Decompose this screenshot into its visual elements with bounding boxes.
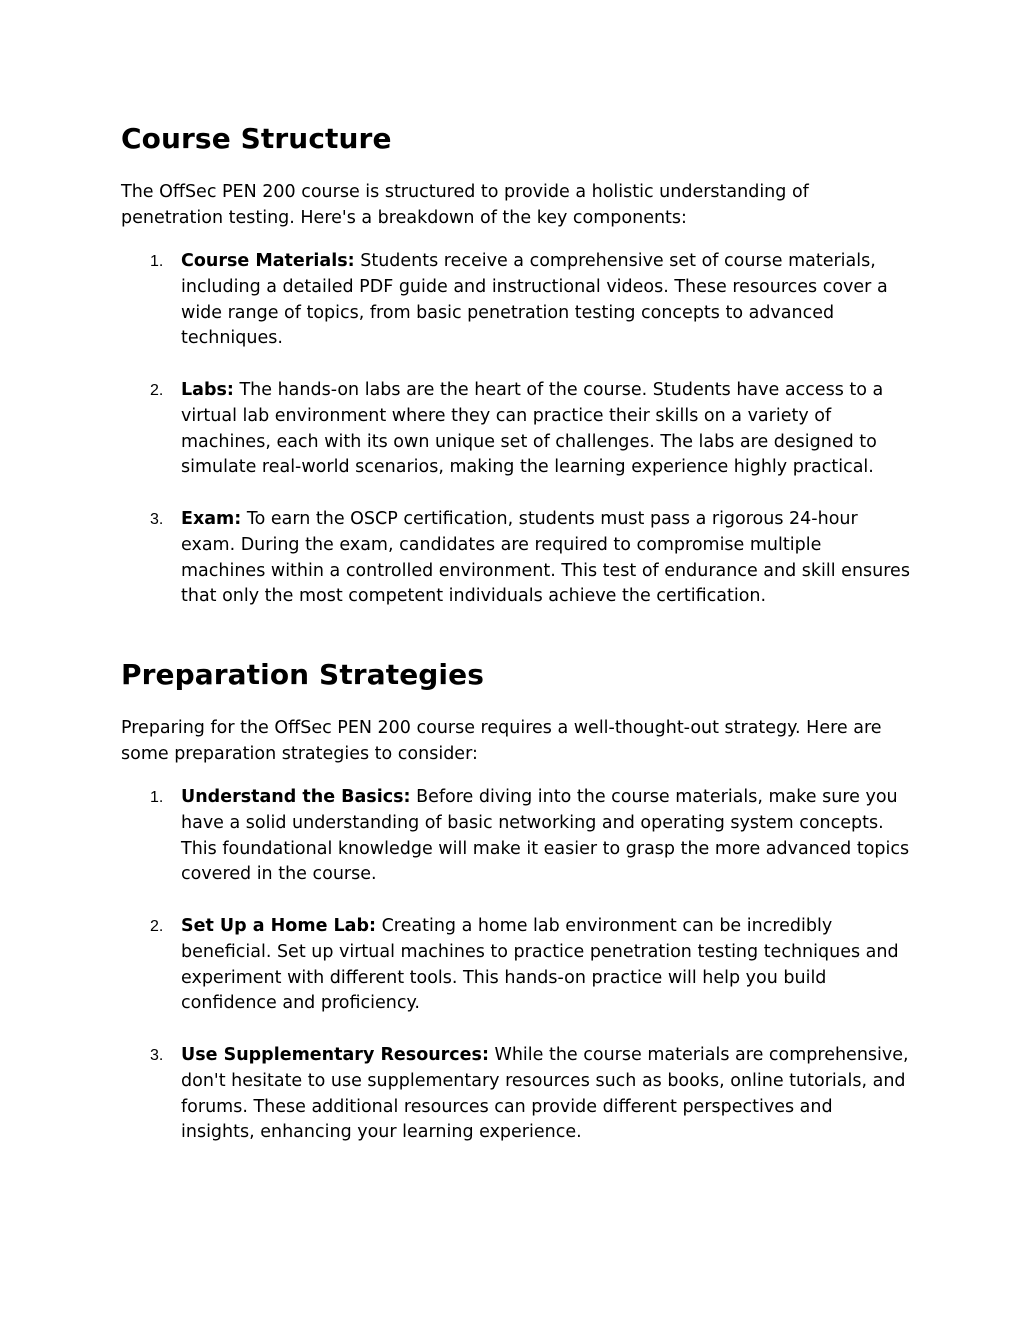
item-term: Labs:: [181, 379, 234, 400]
section-heading: Preparation Strategies: [121, 658, 484, 691]
item-text: Creating a home lab environment can be incredibly beneficial. Set up virtual machines to practice penetration testing techniques and experiment with different tools. This hands-on practice will help you build confidence and proficiency.: [181, 915, 899, 1014]
section-heading: Course Structure: [121, 122, 392, 155]
list-number: 3.: [150, 510, 164, 528]
section-intro: The OffSec PEN 200 course is structured to provide a holistic understanding of penetration testing. Here's a breakdown of the key components:: [121, 182, 809, 228]
list-number: 3.: [150, 1046, 164, 1064]
list-item: [121, 249, 911, 352]
list-item: [121, 785, 911, 888]
list-number: 1.: [150, 253, 164, 270]
numbered-list: [121, 249, 911, 610]
section-course-structure: [121, 119, 911, 610]
numbered-list: [121, 785, 911, 1146]
list-item: [121, 507, 911, 610]
section-preparation-strategies: [121, 655, 911, 1146]
list-number: 1.: [150, 789, 164, 806]
item-text: Students receive a comprehensive set of course materials, including a detailed PDF guide and instructional videos. These resources cover a wide range of topics, from basic penetration testing concepts to advanced techniques.: [181, 251, 888, 349]
item-text: Before diving into the course materials, make sure you have a solid understanding of basic networking and operating system concepts. This foundational knowledge will make it easier to grasp the more advanced topics covered in the course.: [181, 787, 910, 885]
item-term: Understand the Basics:: [181, 787, 411, 807]
list-number: 2.: [150, 917, 164, 935]
item-text: While the course materials are comprehensive, don't hesitate to use supplementary resources such as books, online tutorials, and forums. These additional resources can provide different perspectives and insights, enhancing your learning experience.: [181, 1044, 909, 1143]
section-intro: Preparing for the OffSec PEN 200 course requires a well-thought-out strategy. Here are some preparation strategies to consider:: [121, 718, 882, 764]
item-text: To earn the OSCP certification, students must pass a rigorous 24-hour exam. During the exam, candidates are required to compromise multiple machines within a controlled environment. This test of endurance and skill ensures that only the most competent individuals achieve the certification.: [181, 508, 910, 607]
list-number: 2.: [150, 381, 164, 399]
item-term: Set Up a Home Lab:: [181, 915, 377, 936]
item-term: Exam:: [181, 508, 242, 529]
item-term: Course Materials:: [181, 251, 355, 271]
item-text: The hands-on labs are the heart of the course. Students have access to a virtual lab environment where they can practice their skills on a variety of machines, each with its own unique set of challenges. The labs are designed to simulate real-world scenarios, making the learning experience highly practical.: [181, 379, 884, 478]
item-term: Use Supplementary Resources:: [181, 1044, 489, 1065]
list-item: [121, 378, 911, 481]
list-item: [121, 1043, 911, 1146]
list-item: [121, 914, 911, 1017]
